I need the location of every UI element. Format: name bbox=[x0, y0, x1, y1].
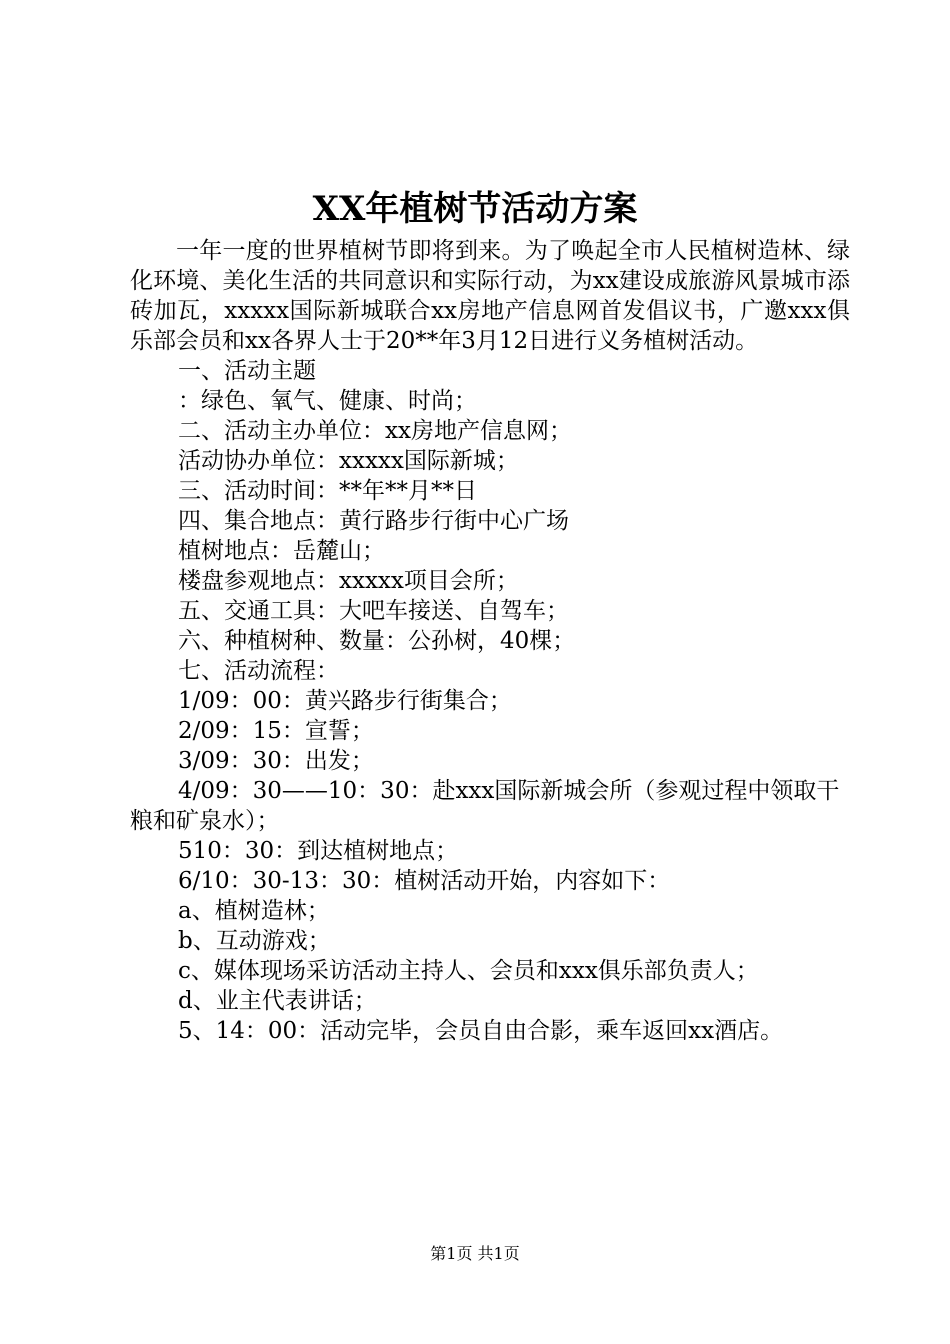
theme-text: ：绿色、氧气、健康、时尚； bbox=[178, 388, 477, 414]
process-item-5: 510：30：到达植树地点； bbox=[178, 838, 459, 864]
activity-time-line: 三、活动时间：**年**月**日 bbox=[178, 478, 477, 504]
gathering-place-line: 四、集合地点：黄行路步行街中心广场 bbox=[178, 508, 569, 534]
document-title: XX年植树节活动方案 bbox=[312, 189, 638, 229]
process-heading: 七、活动流程： bbox=[178, 658, 339, 684]
organizer-line: 二、活动主办单位：xx房地产信息网； bbox=[178, 418, 572, 444]
section-theme-heading: 一、活动主题 bbox=[178, 358, 316, 384]
document-body bbox=[130, 236, 850, 1046]
subitem-d: d、业主代表讲话； bbox=[178, 988, 377, 1014]
planting-place-line: 植树地点：岳麓山； bbox=[178, 538, 385, 564]
closing-item: 5、14：00：活动完毕，会员自由合影，乘车返回xx酒店。 bbox=[178, 1018, 784, 1044]
page-footer: 第1页 共1页 bbox=[430, 1244, 520, 1263]
tree-species-line: 六、种植树种、数量：公孙树，40棵； bbox=[178, 628, 576, 654]
subitem-a: a、植树造林； bbox=[178, 898, 330, 924]
process-item-3: 3/09：30：出发； bbox=[178, 748, 374, 774]
process-item-1: 1/09：00：黄兴路步行街集合； bbox=[178, 688, 512, 714]
subitem-b: b、互动游戏； bbox=[178, 928, 331, 954]
intro-paragraph: 一年一度的世界植树节即将到来。为了唤起全市人民植树造林、绿化环境、美化生活的共同意识和实际行动，为xx建设成旅游风景城市添砖加瓦，xxxxx国际新城联合xx房地产信息网首发倡议书，广邀xxx俱乐部会员和xx各界人士于20**年3月12日进行义务植树活动。 bbox=[130, 238, 850, 354]
subitem-c: c、媒体现场采访活动主持人、会员和xxx俱乐部负责人； bbox=[178, 958, 759, 984]
process-item-2: 2/09：15：宣誓； bbox=[178, 718, 374, 744]
transport-line: 五、交通工具：大吧车接送、自驾车； bbox=[178, 598, 569, 624]
process-item-4: 4/09：30——10：30：赴xxx国际新城会所（参观过程中领取干粮和矿泉水）； bbox=[130, 778, 840, 834]
visit-place-line: 楼盘参观地点：xxxxx项目会所； bbox=[178, 568, 519, 594]
process-item-6: 6/10：30-13：30：植树活动开始，内容如下： bbox=[178, 868, 671, 894]
co-organizer-line: 活动协办单位：xxxxx国际新城； bbox=[178, 448, 519, 474]
